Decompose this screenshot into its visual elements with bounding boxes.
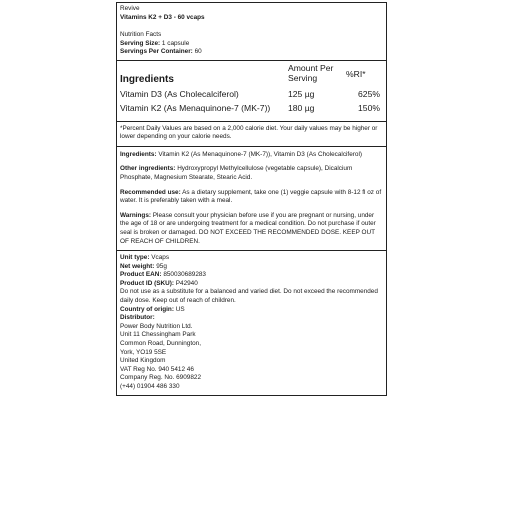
serving-size-label: Serving Size: bbox=[120, 39, 161, 47]
origin-value: US bbox=[175, 305, 185, 313]
product-sku bbox=[120, 280, 383, 289]
warnings-text: Please consult your physician before use if you are pregnant or nursing, under the age of 18 or are undergoing treatment for a medical condition. Do not purchase if outer seal is broken or damaged. DO NOT EXCEED THE RECOMMENDED DOSE. KEEP OUT OF REACH OF CHILDREN. bbox=[120, 211, 376, 245]
table-row bbox=[120, 89, 383, 99]
supplement-label bbox=[116, 2, 387, 396]
product-sku-label: Product ID (SKU): bbox=[120, 279, 174, 287]
ingredients-label: Ingredients: bbox=[120, 150, 157, 158]
net-weight-label: Net weight: bbox=[120, 262, 155, 270]
product-info-section bbox=[117, 251, 386, 395]
servings-value: 60 bbox=[194, 48, 202, 56]
daily-value-footnote: *Percent Daily Values are based on a 2,000 calorie diet. Your daily values may be higher or lower depending on your calorie needs. bbox=[117, 122, 386, 147]
distributor-label: Distributor: bbox=[120, 314, 155, 322]
recommended-use-label: Recommended use: bbox=[120, 188, 181, 196]
product-name: Vitamins K2 + D3 - 60 vcaps bbox=[120, 13, 205, 21]
facts-title: Nutrition Facts bbox=[120, 31, 162, 39]
warnings-paragraph bbox=[120, 212, 383, 246]
product-sku-value: P42940 bbox=[175, 279, 198, 287]
unit-type-label: Unit type: bbox=[120, 254, 150, 262]
nutrition-table bbox=[117, 61, 386, 122]
diet-disclaimer: Do not use as a substitute for a balanced and varied diet. Do not exceed the recommended daily dose. Keep out of reach of children. bbox=[120, 288, 378, 305]
distributor-line: York, YO19 5SE bbox=[120, 348, 167, 356]
row-ri: 150% bbox=[358, 103, 380, 114]
country-of-origin bbox=[120, 306, 383, 315]
distributor-line: Unit 11 Chessingham Park bbox=[120, 331, 196, 339]
unit-type-value: Vcaps bbox=[151, 254, 170, 262]
distributor-line: United Kingdom bbox=[120, 357, 166, 365]
distributor-line: Common Road, Dunnington, bbox=[120, 340, 201, 348]
net-weight bbox=[120, 263, 383, 272]
row-amount: 180 µg bbox=[288, 103, 315, 114]
distributor-line: Power Body Nutrition Ltd. bbox=[120, 322, 193, 330]
distributor-line: VAT Reg No. 940 5412 46 bbox=[120, 365, 194, 373]
other-ingredients-label: Other ingredients: bbox=[120, 165, 176, 173]
servings-per-container bbox=[120, 48, 383, 57]
warnings-label: Warnings: bbox=[120, 211, 152, 219]
label-header bbox=[117, 3, 386, 61]
details-section bbox=[117, 147, 386, 251]
other-ingredients-text: Hydroxypropyl Methylcellulose (vegetable capsule), Dicalcium Phosphate, Magnesium Stearate, Stearic Acid. bbox=[120, 165, 353, 181]
ingredients-text: Vitamin K2 (As Menaquinone-7 (MK-7)), Vitamin D3 (As Cholecalciferol) bbox=[158, 150, 362, 158]
col-ingredients: Ingredients bbox=[120, 73, 174, 85]
row-name: Vitamin D3 (As Cholecalciferol) bbox=[120, 89, 239, 100]
brand-name: Revive bbox=[120, 5, 140, 12]
net-weight-value: 95g bbox=[156, 262, 167, 270]
table-header bbox=[120, 63, 383, 85]
row-amount: 125 µg bbox=[288, 89, 315, 100]
row-ri: 625% bbox=[358, 89, 380, 100]
distributor bbox=[120, 314, 383, 323]
recommended-use-text: As a dietary supplement, take one (1) veggie capsule with 8-12 fl oz of water. It is preferably taken with a meal. bbox=[120, 188, 382, 205]
origin-label: Country of origin: bbox=[120, 305, 174, 313]
distributor-line: (+44) 01904 486 330 bbox=[120, 383, 180, 391]
unit-type bbox=[120, 254, 383, 263]
distributor-line: Company Reg. No. 6909822 bbox=[120, 374, 202, 382]
ingredients-paragraph bbox=[120, 151, 383, 160]
col-amount: Amount Per Serving bbox=[288, 62, 334, 84]
product-ean-label: Product EAN: bbox=[120, 271, 162, 279]
servings-label: Servings Per Container: bbox=[120, 48, 193, 56]
product-ean-value: 850030689283 bbox=[163, 271, 206, 279]
other-ingredients-paragraph bbox=[120, 165, 383, 182]
serving-size-value: 1 capsule bbox=[161, 39, 190, 47]
row-name: Vitamin K2 (As Menaquinone-7 (MK-7)) bbox=[120, 103, 271, 114]
table-row bbox=[120, 103, 383, 113]
serving-size bbox=[120, 40, 383, 49]
recommended-use-paragraph bbox=[120, 189, 383, 206]
product-ean bbox=[120, 271, 383, 280]
col-ri: %RI* bbox=[346, 68, 366, 79]
